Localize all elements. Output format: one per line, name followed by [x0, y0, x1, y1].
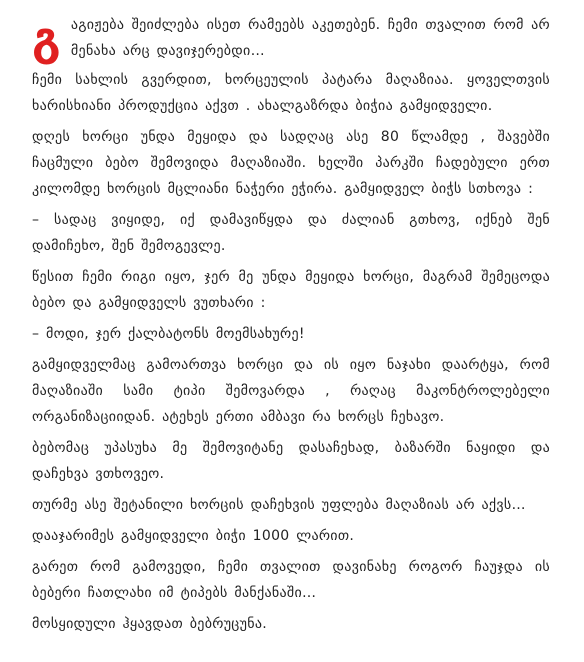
paragraph-1	[32, 12, 550, 64]
drop-cap-letter: გ	[32, 11, 61, 65]
paragraph-12: მოსყიდული ჰყავდათ ბებრუცუნა.	[32, 616, 267, 632]
paragraph-8: ბებომაც უპასუხა მე შემოვიტანე დასაჩეხად, ბაზარში ნაყიდი და დაჩეხვა ვთხოვეო.	[32, 440, 550, 482]
article-body	[32, 12, 550, 642]
paragraph-9: თურმე ასე შეტანილი ხორცის დაჩეხვის უფლება მაღაზიას არ აქვს…	[32, 497, 526, 513]
paragraph-1-text: აგიჟება შეიძლება ისეთ რამეებს აკეთებენ. ჩემი თვალით რომ არ მენახა არც დავიჯერებდი…	[70, 17, 550, 59]
paragraph-4: – სადაც ვიყიდე, იქ დამავიწყდა და ძალიან გთხოვ, იქნებ შენ დამიჩეხო, შენ შემოგევლე.	[32, 212, 550, 254]
paragraph-10: დააჯარიმეს გამყიდველი ბიჭი 1000 ლარით.	[32, 528, 355, 544]
paragraph-7: გამყიდველმაც გამოართვა ხორცი და ის იყო ნაჯახი დაარტყა, რომ მაღაზიაში სამი ტიპი შემოვარდა , რაღაც მაკონტროლებელი ორგანიზაციიდან. ატეხეს ერთი ამბავი რა ხორცს ჩეხავო.	[32, 357, 550, 425]
paragraph-2: ჩემი სახლის გვერდით, ხორცეულის პატარა მაღაზიაა. ყოველთვის ხარისხიანი პროდუქცია აქვთ . ახალგაზრდა ბიჭია გამყიდველი.	[32, 72, 550, 114]
paragraph-11: გარეთ რომ გამოვედი, ჩემი თვალით დავინახე როგორ ჩაუჯდა ის ბებერი ჩათლახი იმ ტიპებს მანქანაში…	[32, 559, 550, 601]
paragraph-5: წესით ჩემი რიგი იყო, ჯერ მე უნდა მეყიდა ხორცი, მაგრამ შემეცოდა ბებო და გამყიდველს ვუთხარი :	[32, 269, 550, 311]
paragraph-3: დღეს ხორცი უნდა მეყიდა და სადღაც ასე 80 წლამდე , შავებში ჩაცმული ბებო შემოვიდა მაღაზიაში. ხელში პარკში ჩადებული ერთ კილომდე ხორცის მცლიანი ნაჭერი ეჭირა. გამყიდველ ბიჭს სთხოვა :	[32, 129, 550, 197]
paragraph-6: – მოდი, ჯერ ქალბატონს მოემსახურე!	[32, 326, 305, 342]
